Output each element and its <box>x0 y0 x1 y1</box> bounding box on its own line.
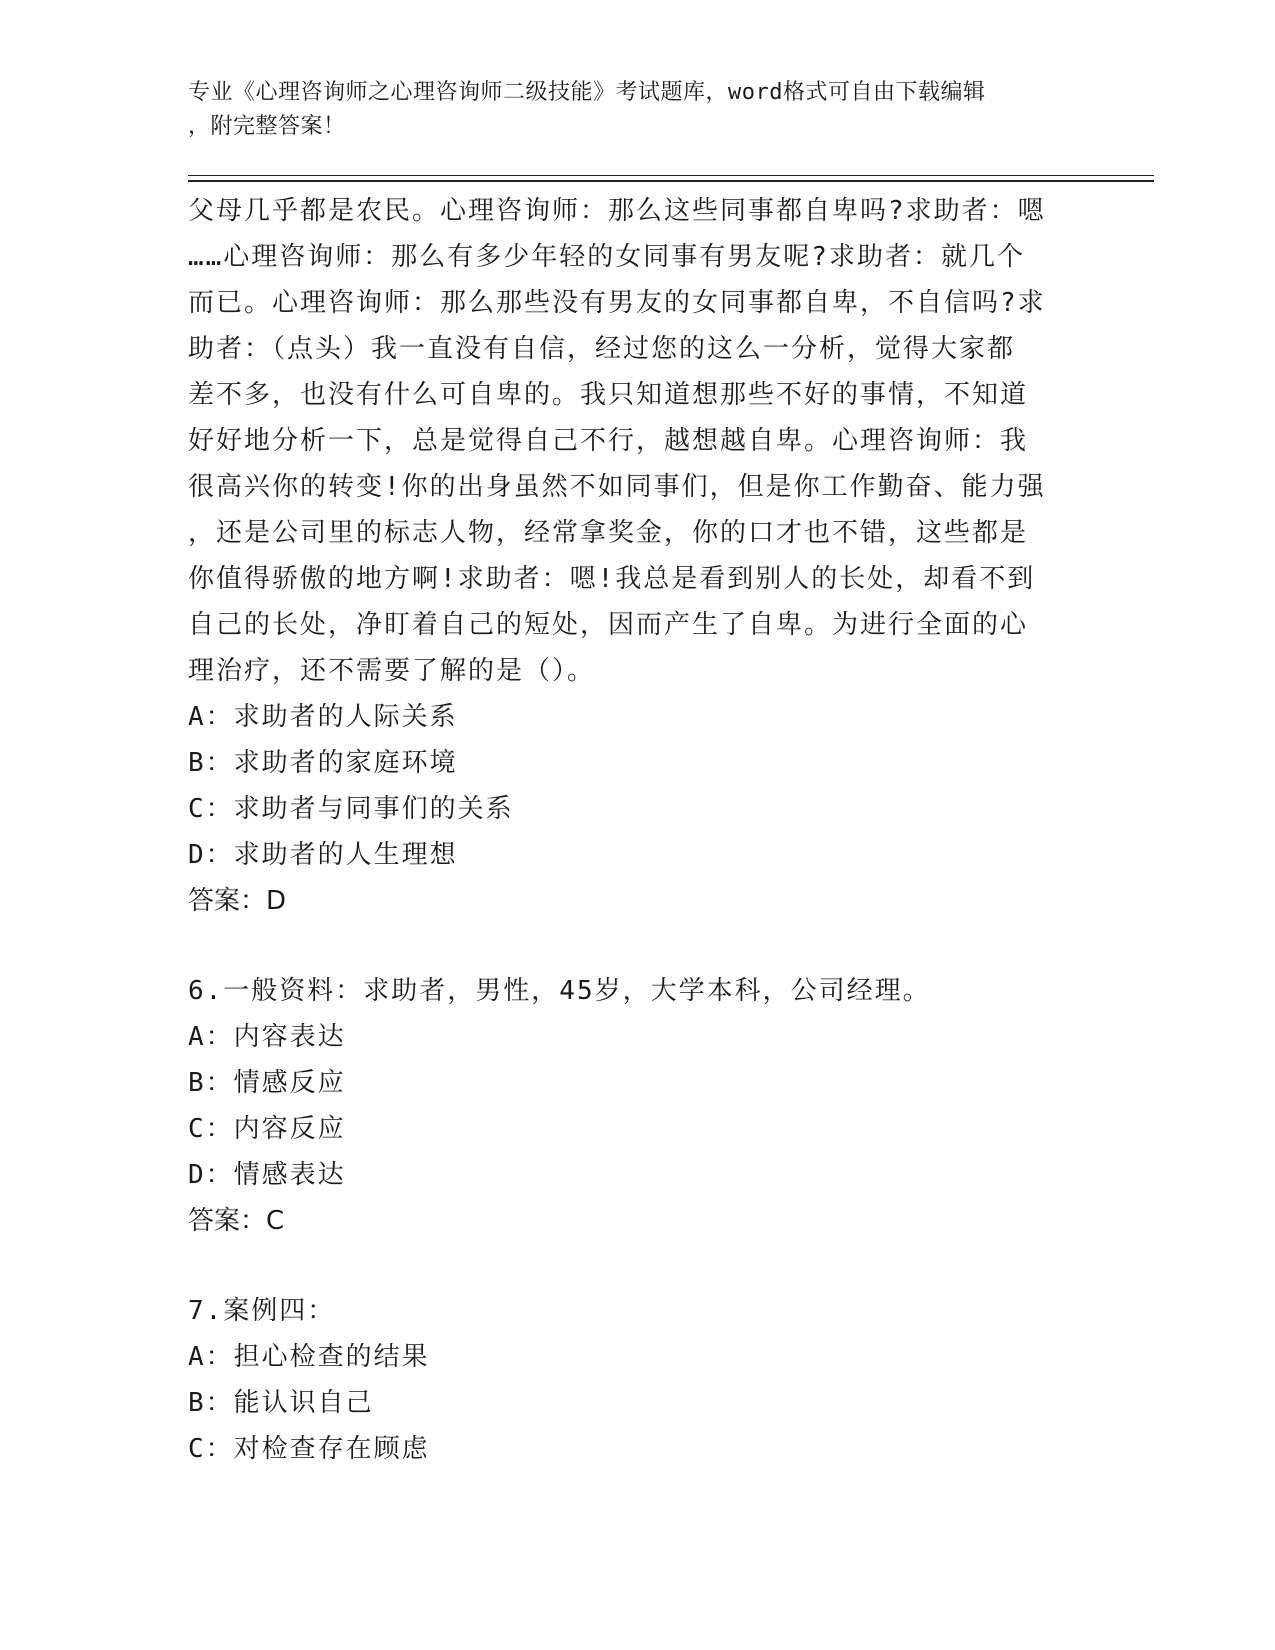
question-5-text-line: 理治疗，还不需要了解的是（）。 <box>188 656 596 686</box>
question-7-title: 7.案例四： <box>188 1296 336 1326</box>
question-5-text-line: 而已。心理咨询师：那么那些没有男友的女同事都自卑，不自信吗?求 <box>188 288 1046 318</box>
document-header <box>188 76 1068 144</box>
question-6-answer: 答案：C <box>188 1206 285 1236</box>
spacer <box>188 924 1088 968</box>
question-7-option-b: B：能认识自己 <box>188 1388 374 1418</box>
question-7-option-a: A：担心检查的结果 <box>188 1342 430 1372</box>
question-5-text-line: 很高兴你的转变!你的出身虽然不如同事们，但是你工作勤奋、能力强 <box>188 472 1046 502</box>
question-6-option-b: B：情感反应 <box>188 1068 346 1098</box>
question-5-text-line: ……心理咨询师：那么有多少年轻的女同事有男友呢?求助者：就几个 <box>188 242 1025 272</box>
spacer <box>188 1244 1088 1288</box>
question-5-option-b: B：求助者的家庭环境 <box>188 748 458 778</box>
question-5-text-line: 你值得骄傲的地方啊!求助者：嗯!我总是看到别人的长处，却看不到 <box>188 564 1036 594</box>
header-divider-thin <box>188 175 1154 176</box>
question-5-text-line: 助者：（点头）我一直没有自信，经过您的这么一分析，觉得大家都 <box>188 334 1016 364</box>
header-divider-thick <box>188 180 1154 182</box>
question-5-answer: 答案：D <box>188 886 287 916</box>
question-5-text-line: ，还是公司里的标志人物，经常拿奖金，你的口才也不错，这些都是 <box>188 518 1029 548</box>
question-5-text-line: 差不多，也没有什么可自卑的。我只知道想那些不好的事情，不知道 <box>188 380 1029 410</box>
question-6-option-a: A：内容表达 <box>188 1022 346 1052</box>
question-5-text-line: 好好地分析一下，总是觉得自己不行，越想越自卑。心理咨询师：我 <box>188 426 1029 456</box>
question-7-block <box>188 1288 1088 1472</box>
question-5-text-line: 自己的长处，净盯着自己的短处，因而产生了自卑。为进行全面的心 <box>188 610 1029 640</box>
question-6-option-c: C：内容反应 <box>188 1114 346 1144</box>
question-6-block <box>188 968 1088 1244</box>
question-6-option-d: D：情感表达 <box>188 1160 346 1190</box>
document-body <box>188 188 1088 1472</box>
header-title-line-1: 专业《心理咨询师之心理咨询师二级技能》考试题库，word格式可自由下载编辑 <box>188 80 986 105</box>
question-6-title: 6.一般资料：求助者，男性，45岁，大学本科，公司经理。 <box>188 976 931 1006</box>
header-title-line-2: ，附完整答案！ <box>188 114 346 139</box>
question-5-option-d: D：求助者的人生理想 <box>188 840 458 870</box>
question-5-option-a: A：求助者的人际关系 <box>188 702 458 732</box>
question-7-option-c: C：对检查存在顾虑 <box>188 1434 430 1464</box>
question-5-block <box>188 188 1088 924</box>
question-5-text-line: 父母几乎都是农民。心理咨询师：那么这些同事都自卑吗?求助者：嗯 <box>188 196 1046 226</box>
question-5-option-c: C：求助者与同事们的关系 <box>188 794 514 824</box>
